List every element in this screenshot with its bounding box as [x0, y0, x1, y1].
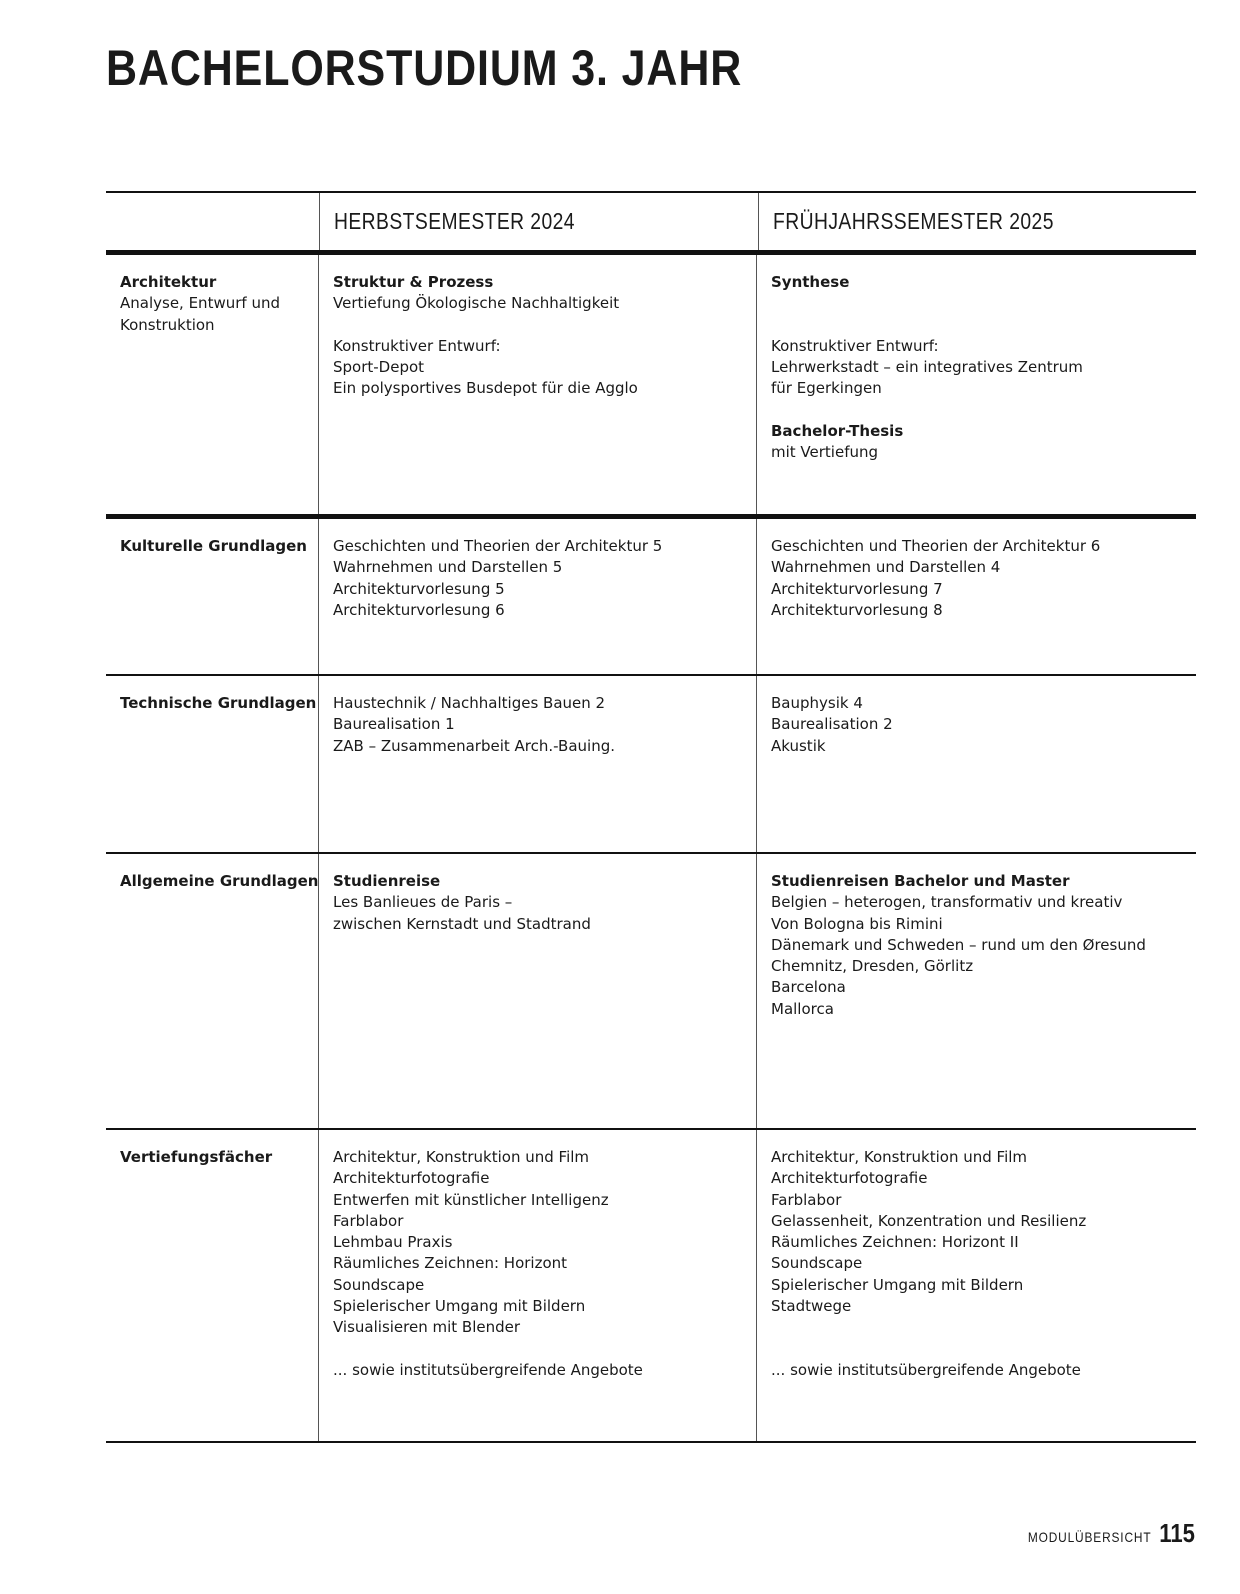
spring-cell: Geschichten und Theorien der Architektur 6 Wahrnehmen und Darstellen 4 Architekturvorlesung 7 Architekturvorlesung 8	[771, 537, 1101, 619]
spring-cell: Synthese Konstruktiver Entwurf: Lehrwerkstadt – ein integratives Zentrum für Egerkingen Bachelor-Thesis mit Vertiefung	[771, 273, 1083, 462]
autumn-cell: Haustechnik / Nachhaltiges Bauen 2 Baurealisation 1 ZAB – Zusammenarbeit Arch.-Bauing.	[319, 676, 757, 852]
table-header	[106, 191, 1196, 255]
spring-cell: Architektur, Konstruktion und Film Architekturfotografie Farblabor Gelassenheit, Konzentration und Resilienz Räumliches Zeichnen: Horizont II Soundscape Spielerischer Umgang mit Bildern Stadtwege ... sowie institutsübergreifende Angebote	[757, 1130, 1196, 1441]
autumn-cell: Struktur & Prozess Vertiefung Ökologische Nachhaltigkeit Konstruktiver Entwurf: Sport-Depot Ein polysportives Busdepot für die Agglo	[319, 255, 757, 514]
row-label: Technische Grundlagen	[106, 676, 319, 852]
row-label: Architektur Analyse, Entwurf und Konstruktion	[106, 255, 319, 514]
row-label: Allgemeine Grundlagen	[106, 854, 319, 1128]
header-cell-empty	[106, 193, 320, 250]
table-row-vertiefungsfaecher	[106, 1130, 1196, 1443]
autumn-cell: Geschichten und Theorien der Architektur 5 Wahrnehmen und Darstellen 5 Architekturvorlesung 5 Architekturvorlesung 6	[319, 519, 757, 674]
header-cell-autumn	[320, 193, 759, 250]
table-row-kulturelle-grundlagen	[106, 519, 1196, 676]
spring-cell: Bauphysik 4 Baurealisation 2 Akustik	[771, 694, 893, 755]
header-cell-spring	[759, 193, 1196, 250]
page-number: 115	[1159, 1518, 1195, 1548]
autumn-cell: Studienreise Les Banlieues de Paris – zwischen Kernstadt und Stadtrand	[319, 854, 757, 1128]
header-autumn-label: HERBSTSEMESTER 2024	[334, 208, 575, 234]
header-spring-label: FRÜHJAHRSSEMESTER 2025	[773, 208, 1054, 234]
autumn-note: ... sowie institutsübergreifende Angebote	[333, 1360, 643, 1379]
module-table	[106, 191, 1196, 1443]
spring-cell: Studienreisen Bachelor und Master Belgien – heterogen, transformativ und kreativ Von Bologna bis Rimini Dänemark und Schweden – rund um den Øresund Chemnitz, Dresden, Görlitz Barcelona Mallorca	[771, 872, 1146, 1018]
footer-section: MODULÜBERSICHT	[1027, 1529, 1152, 1545]
row-label: Kulturelle Grundlagen	[106, 519, 319, 674]
table-row-technische-grundlagen	[106, 676, 1196, 854]
autumn-cell: Architektur, Konstruktion und Film Architekturfotografie Entwerfen mit künstlicher Intelligenz Farblabor Lehmbau Praxis Räumliches Zeichnen: Horizont Soundscape Spielerischer Umgang mit Bildern Visualisieren mit Blender ... sowie institutsübergreifende Angebote	[319, 1130, 757, 1441]
page-footer	[1006, 1518, 1195, 1549]
table-row-allgemeine-grundlagen	[106, 854, 1196, 1130]
table-row-architektur	[106, 255, 1196, 519]
spring-note: ... sowie institutsübergreifende Angebote	[771, 1360, 1081, 1379]
row-label: Vertiefungsfächer	[106, 1130, 319, 1441]
page-title: BACHELORSTUDIUM 3. JAHR	[106, 40, 743, 96]
